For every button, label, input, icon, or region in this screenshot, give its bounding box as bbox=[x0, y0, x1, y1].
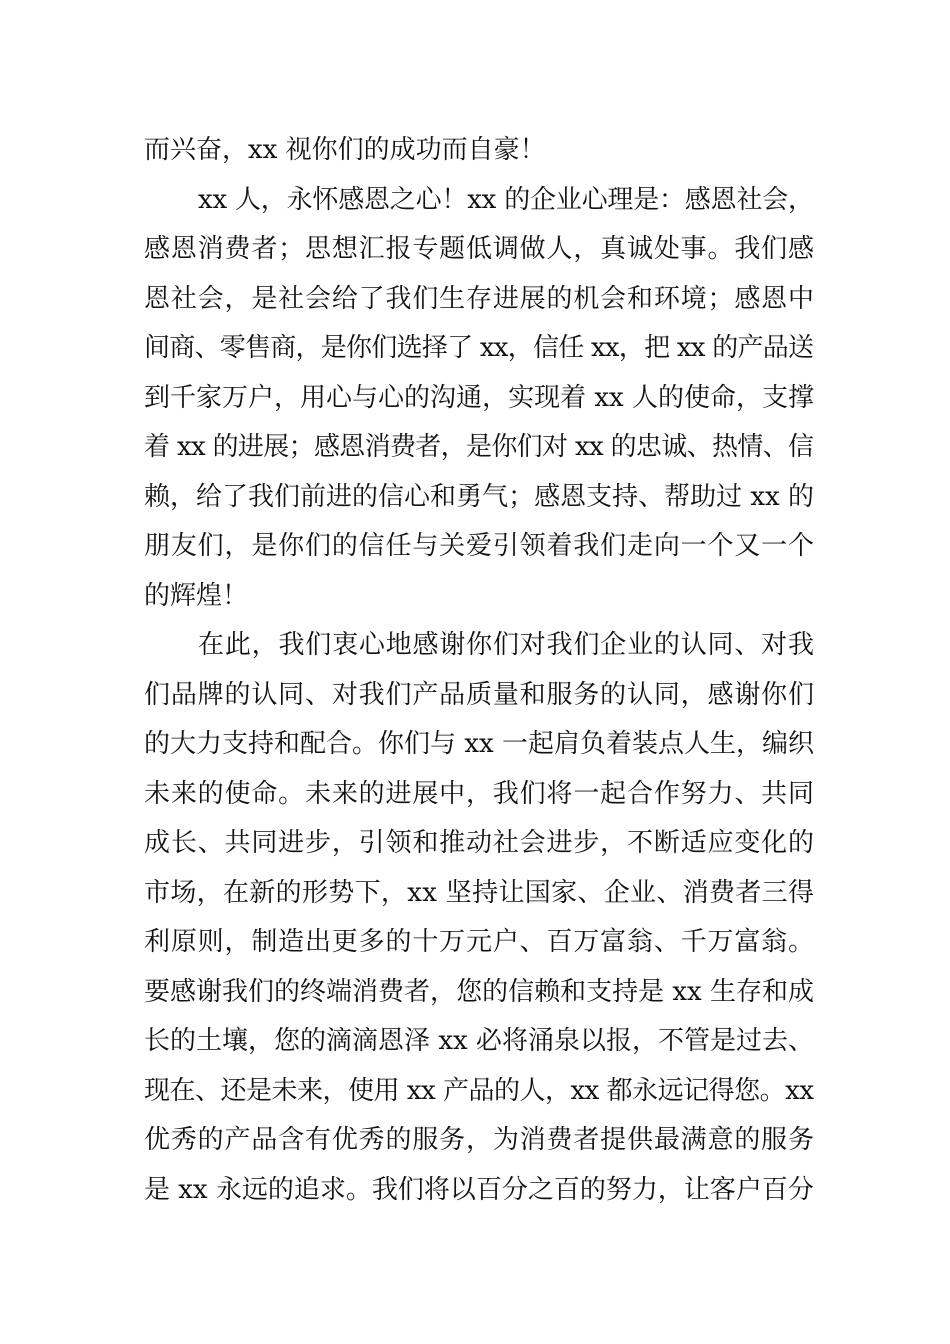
text-line: 要感谢我们的终端消费者，您的信赖和支持是 xx 生存和成 bbox=[144, 976, 815, 1007]
body-text bbox=[144, 126, 814, 1215]
text-line: 朋友们，是你们的信任与关爱引领着我们走向一个又一个 bbox=[144, 531, 815, 561]
text-line: 长的土壤，您的滴滴恩泽 xx 必将涌泉以报，不管是过去、 bbox=[144, 1026, 815, 1056]
text-line: 恩社会，是社会给了我们生存进展的机会和环境；感恩中 bbox=[144, 283, 815, 314]
text-line: 到千家万户，用心与心的沟通，实现着 xx 人的使命，支撑 bbox=[144, 382, 815, 413]
text-line: 感恩消费者；思想汇报专题低调做人，真诚处事。我们感 bbox=[144, 234, 815, 264]
text-line: 的辉煌！ bbox=[144, 580, 249, 611]
text-line: 利原则，制造出更多的十万元户、百万富翁、千万富翁。 bbox=[144, 927, 815, 957]
text-line: 而兴奋，xx 视你们的成功而自豪！ bbox=[144, 135, 546, 165]
text-line: 优秀的产品含有优秀的服务，为消费者提供最满意的服务 bbox=[144, 1125, 815, 1155]
text-line: 市场，在新的形势下，xx 坚持让国家、企业、消费者三得 bbox=[144, 877, 815, 908]
text-line: 现在、还是未来，使用 xx 产品的人，xx 都永远记得您。xx bbox=[144, 1075, 814, 1106]
text-line: 成长、共同进步，引领和推动社会进步，不断适应变化的 bbox=[144, 828, 815, 858]
text-line: 未来的使命。未来的进展中，我们将一起合作努力、共同 bbox=[144, 778, 815, 809]
text-line: 赖，给了我们前进的信心和勇气；感恩支持、帮助过 xx 的 bbox=[144, 481, 815, 512]
text-line: 在此，我们衷心地感谢你们对我们企业的认同、对我 bbox=[198, 630, 815, 660]
text-line: 们品牌的认同、对我们产品质量和服务的认同，感谢你们 bbox=[144, 679, 815, 710]
text-line: 是 xx 永远的追求。我们将以百分之百的努力，让客户百分 bbox=[144, 1174, 814, 1205]
text-line: 着 xx 的进展；感恩消费者，是你们对 xx 的忠诚、热情、信 bbox=[144, 432, 814, 462]
text-line: 间商、零售商，是你们选择了 xx，信任 xx，把 xx 的产品送 bbox=[144, 333, 814, 363]
text-line: 的大力支持和配合。你们与 xx 一起肩负着装点人生，编织 bbox=[144, 729, 815, 759]
text-line: xx 人，永怀感恩之心！xx 的企业心理是：感恩社会， bbox=[198, 184, 814, 215]
